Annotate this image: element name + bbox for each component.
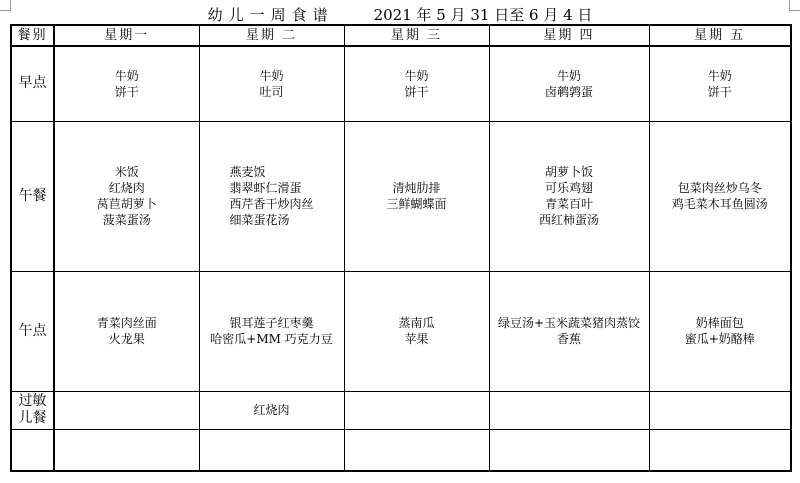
menu-cell-lunch-thu bbox=[489, 121, 649, 271]
menu-cell-allergy-meal-fri bbox=[649, 391, 791, 429]
meal-type-label-allergy-meal bbox=[11, 391, 54, 429]
menu-cell-blank-tue bbox=[199, 429, 344, 471]
dish-item: 奶棒面包 bbox=[695, 316, 744, 330]
menu-cell-lunch-wed bbox=[344, 121, 489, 271]
menu-cell-breakfast-snack-wed bbox=[344, 46, 489, 121]
dish-list bbox=[97, 315, 157, 347]
dish-item: 卤鹌鹑蛋 bbox=[544, 84, 593, 99]
dish-list bbox=[545, 68, 593, 100]
menu-cell-allergy-meal-mon bbox=[54, 391, 199, 429]
meal-row-breakfast-snack bbox=[11, 46, 791, 121]
dish-item: 青菜肉丝面 bbox=[96, 316, 157, 330]
dish-list bbox=[498, 315, 640, 347]
day-header-fri: 星期 五 bbox=[649, 25, 791, 46]
dish-item: 饼干 bbox=[404, 84, 429, 99]
weekly-menu-table bbox=[10, 24, 792, 472]
dish-item: 哈密瓜+MM 巧克力豆 bbox=[210, 332, 333, 346]
meal-type-label-afternoon-snack: 午点 bbox=[11, 271, 54, 391]
day-header-wed: 星期 三 bbox=[344, 25, 489, 46]
header-row bbox=[11, 25, 791, 46]
dish-list bbox=[672, 180, 768, 212]
dish-item: 饼干 bbox=[114, 84, 139, 99]
menu-cell-allergy-meal-thu bbox=[489, 391, 649, 429]
menu-cell-lunch-tue bbox=[199, 121, 344, 271]
dish-item: 绿豆汤+玉米蔬菜猪肉蒸饺 bbox=[497, 316, 641, 330]
dish-item: 吐司 bbox=[259, 84, 284, 99]
dish-item: 牛奶 bbox=[556, 68, 581, 83]
dish-item: 可乐鸡翅 bbox=[544, 181, 593, 195]
menu-cell-lunch-fri bbox=[649, 121, 791, 271]
dish-item: 燕麦饭 bbox=[229, 165, 266, 179]
day-header-mon: 星期一 bbox=[54, 25, 199, 46]
menu-cell-lunch-mon bbox=[54, 121, 199, 271]
meal-row-lunch bbox=[11, 121, 791, 271]
dish-item: 翡翠虾仁滑蛋 bbox=[229, 181, 302, 195]
dish-list bbox=[115, 68, 139, 100]
dish-item: 鸡毛菜木耳鱼圆汤 bbox=[671, 197, 768, 211]
dish-list bbox=[253, 402, 289, 418]
dish-list bbox=[404, 68, 428, 100]
meal-row-blank bbox=[11, 429, 791, 471]
menu-cell-breakfast-snack-fri bbox=[649, 46, 791, 121]
meal-type-label-breakfast-snack: 早点 bbox=[11, 46, 54, 121]
dish-item: 牛奶 bbox=[114, 68, 139, 83]
dish-item: 包菜肉丝炒乌冬 bbox=[677, 181, 762, 195]
title-main: 幼儿一周食谱 bbox=[207, 5, 334, 24]
dish-list bbox=[386, 180, 446, 212]
menu-cell-breakfast-snack-mon bbox=[54, 46, 199, 121]
meal-type-header: 餐别 bbox=[11, 25, 54, 46]
dish-list bbox=[708, 68, 732, 100]
menu-cell-blank-mon bbox=[54, 429, 199, 471]
dish-list bbox=[539, 164, 599, 228]
dish-item: 莴苣胡萝卜 bbox=[96, 197, 157, 211]
menu-cell-afternoon-snack-tue bbox=[199, 271, 344, 391]
menu-cell-afternoon-snack-wed bbox=[344, 271, 489, 391]
meal-type-label-line: 儿餐 bbox=[18, 410, 47, 426]
menu-cell-breakfast-snack-thu bbox=[489, 46, 649, 121]
dish-item: 苹果 bbox=[404, 332, 429, 346]
dish-item: 米饭 bbox=[114, 165, 139, 179]
meal-type-label-lunch: 午餐 bbox=[11, 121, 54, 271]
menu-cell-blank-thu bbox=[489, 429, 649, 471]
meal-type-label-line: 过敏 bbox=[18, 393, 47, 409]
dish-item: 红烧肉 bbox=[253, 403, 290, 417]
dish-item: 红烧肉 bbox=[108, 181, 145, 195]
day-header-thu: 星期 四 bbox=[489, 25, 649, 46]
dish-item: 银耳莲子红枣羹 bbox=[229, 316, 314, 330]
dish-list bbox=[685, 315, 755, 347]
dish-list bbox=[398, 315, 434, 347]
dish-list bbox=[229, 164, 313, 228]
dish-list bbox=[259, 68, 283, 100]
menu-cell-breakfast-snack-tue bbox=[199, 46, 344, 121]
title-date-range: 2021 年 5 月 31 日至 6 月 4 日 bbox=[373, 5, 593, 24]
dish-item: 香蕉 bbox=[556, 332, 581, 346]
dish-item: 西芹香干炒肉丝 bbox=[229, 197, 314, 211]
meal-row-afternoon-snack bbox=[11, 271, 791, 391]
dish-item: 牛奶 bbox=[707, 68, 732, 83]
menu-cell-afternoon-snack-thu bbox=[489, 271, 649, 391]
dish-item: 青菜百叶 bbox=[544, 197, 593, 211]
dish-item: 细菜蛋花汤 bbox=[229, 213, 290, 227]
dish-item: 饼干 bbox=[707, 84, 732, 99]
meal-type-label-blank bbox=[11, 429, 54, 471]
dish-item: 蜜瓜+奶酪棒 bbox=[684, 332, 755, 346]
dish-item: 三鲜蝴蝶面 bbox=[386, 197, 447, 211]
dish-item: 蒸南瓜 bbox=[398, 316, 435, 330]
menu-cell-blank-wed bbox=[344, 429, 489, 471]
menu-cell-blank-fri bbox=[649, 429, 791, 471]
menu-cell-afternoon-snack-fri bbox=[649, 271, 791, 391]
dish-item: 牛奶 bbox=[404, 68, 429, 83]
dish-list bbox=[97, 164, 157, 228]
dish-item: 火龙果 bbox=[108, 332, 145, 346]
menu-cell-allergy-meal-wed bbox=[344, 391, 489, 429]
dish-list bbox=[210, 315, 332, 347]
meal-row-allergy-meal bbox=[11, 391, 791, 429]
page-title bbox=[0, 3, 800, 25]
dish-item: 菠菜蛋汤 bbox=[102, 213, 151, 227]
menu-cell-allergy-meal-tue bbox=[199, 391, 344, 429]
day-header-tue: 星期 二 bbox=[199, 25, 344, 46]
dish-item: 胡萝卜饭 bbox=[544, 165, 593, 179]
dish-item: 西红柿蛋汤 bbox=[538, 213, 599, 227]
menu-cell-afternoon-snack-mon bbox=[54, 271, 199, 391]
dish-item: 清炖肋排 bbox=[392, 181, 441, 195]
dish-item: 牛奶 bbox=[259, 68, 284, 83]
